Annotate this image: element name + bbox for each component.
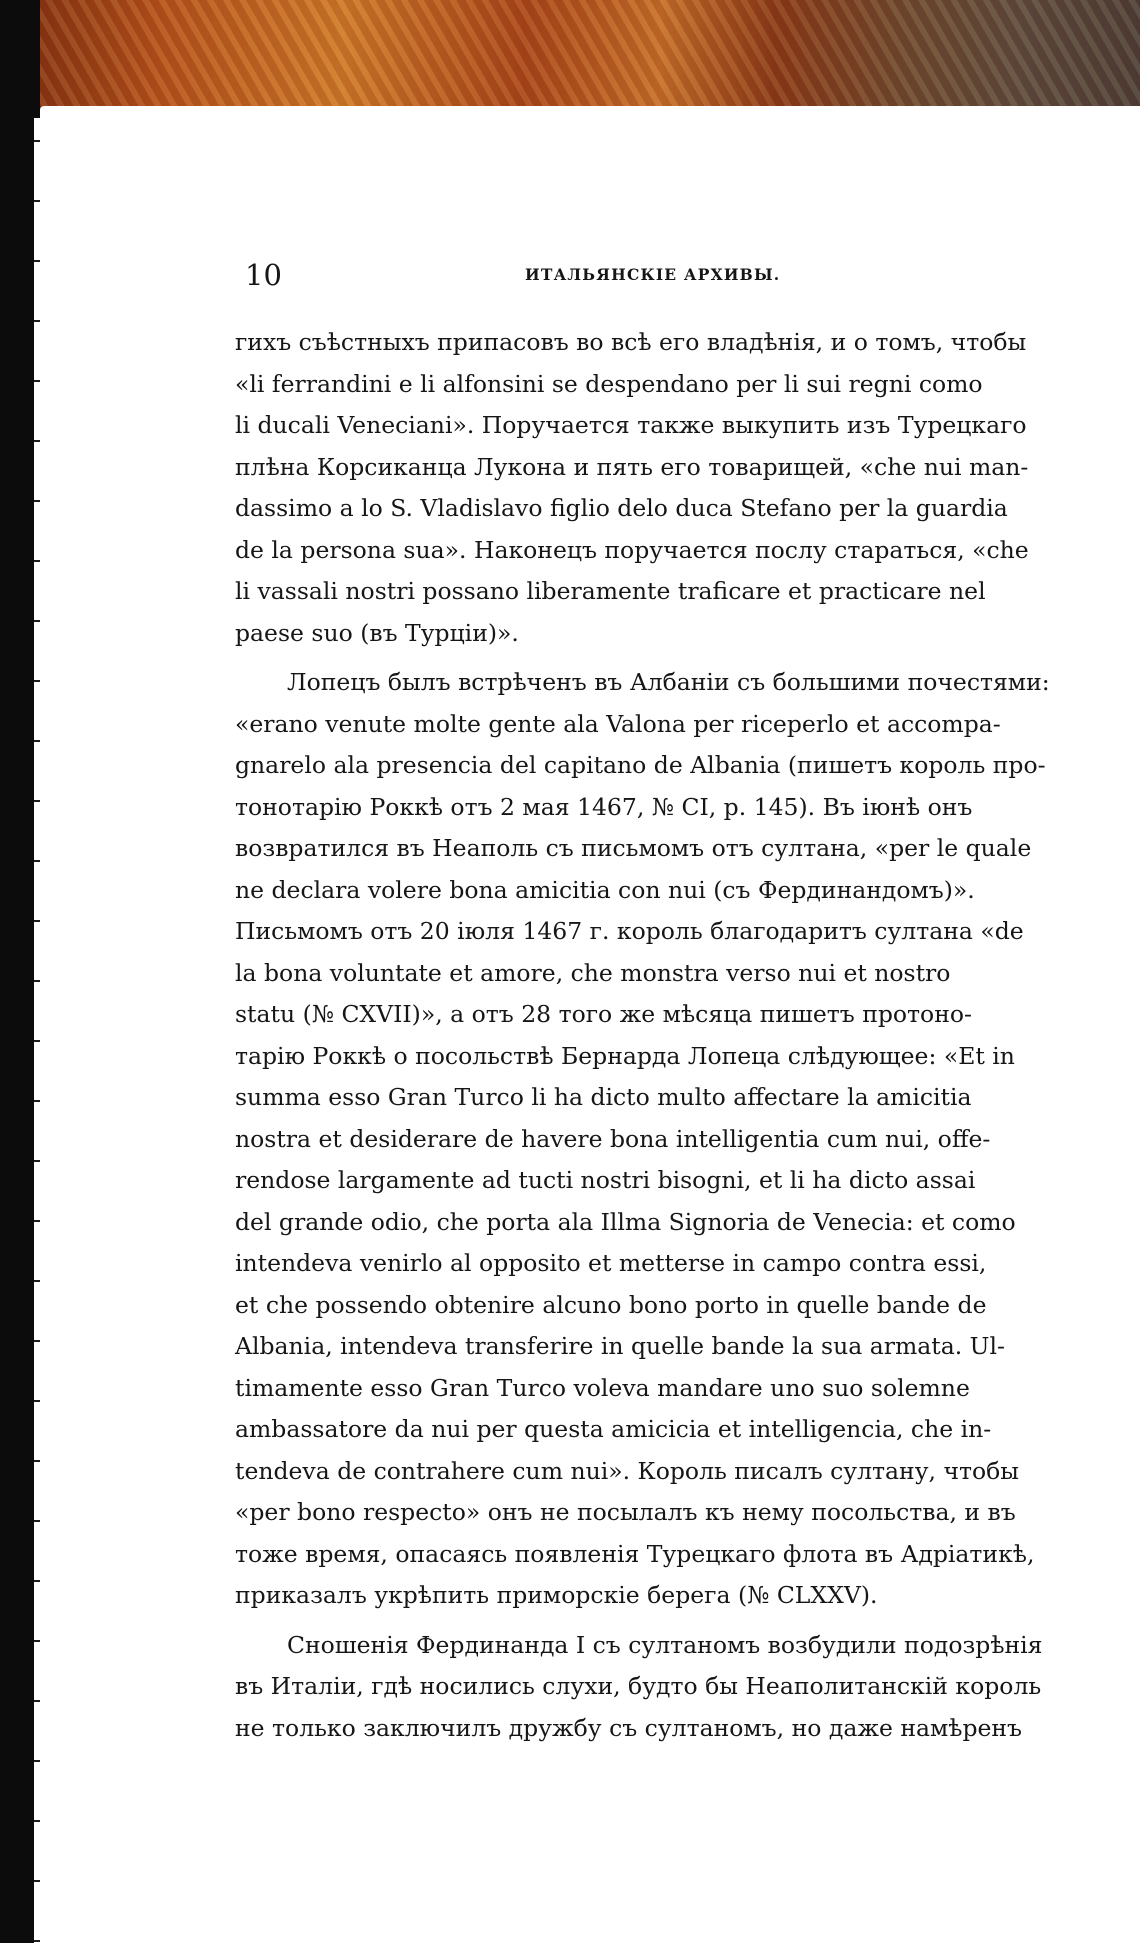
text-line: возвратился въ Неаполь съ письмомъ отъ султана, «per le quale [235, 834, 1032, 862]
text-line: nostra et desiderare de havere bona intelligentia cum nui, offe- [235, 1124, 991, 1153]
text-line: dassimo a lo S. Vladislavo figlio delo duca Stefano per la guardia [235, 494, 1008, 522]
text-line: la bona voluntate et amore, che monstra verso nui et nostro [235, 958, 951, 987]
text-line: Albania, intendeva transferire in quelle bande la sua armata. Ul- [235, 1332, 1005, 1360]
text-line: ne declara volere bona amicitia con nui (съ Фердинандомъ)». [235, 875, 975, 904]
text-line: gnarelo ala presencia del capitano de Albania (пишетъ король про- [235, 751, 1046, 779]
text-line: tendeva de contrahere cum nui». Король писалъ султану, чтобы [235, 1456, 1020, 1485]
text-line: въ Италіи, гдѣ носились слухи, будто бы Неаполитанскій король [235, 1672, 1042, 1700]
text-line: statu (№ CXVII)», а отъ 28 того же мѣсяца пишетъ протоно- [235, 1000, 972, 1028]
text-line: del grande odio, che porta ala Illma Signoria de Venecia: et como [235, 1207, 1016, 1236]
text-line: тоже время, опасаясь появленія Турецкаго флота въ Адріатикѣ, [235, 1539, 1035, 1568]
text-line: «per bono respecto» онъ не посылалъ къ нему посольства, и въ [235, 1498, 1016, 1526]
page-number: 10 [245, 258, 282, 292]
text-line: rendose largamente ad tucti nostri bisogni, et li ha dicto assai [235, 1166, 976, 1194]
text-line: Лопецъ былъ встрѣченъ въ Албаніи съ большими почестями: [287, 668, 1050, 696]
text-line: et che possendo obtenire alcuno bono porto in quelle bande de [235, 1290, 987, 1319]
paragraph [235, 1625, 1095, 1750]
text-line: li ducali Veneciani». Поручается также выкупить изъ Турецкаго [235, 411, 1027, 439]
page-header [245, 255, 885, 295]
text-line: Письмомъ отъ 20 іюля 1467 г. король благодаритъ султана «de [235, 917, 1024, 945]
paragraph [235, 662, 1095, 1617]
text-line: intendeva venirlo al opposito et metterse in campo contra essi, [235, 1249, 987, 1277]
text-line: плѣна Корсиканца Лукона и пять его товарищей, «che nui man- [235, 452, 1029, 481]
text-line: Сношенія Фердинанда I съ султаномъ возбудили подозрѣнія [287, 1630, 1043, 1659]
text-line: тарію Роккѣ о посольствѣ Бернарда Лопеца слѣдующее: «Et in [235, 1041, 1015, 1070]
text-line: paese suo (въ Турціи)». [235, 618, 519, 647]
text-line: timamente esso Gran Turco voleva mandare uno suo solemne [235, 1373, 970, 1402]
text-line: «erano venute molte gente ala Valona per riceperlo et accompa- [235, 709, 1001, 738]
text-line: тонотарію Роккѣ отъ 2 мая 1467, № CI, p. 145). Въ іюнѣ онъ [235, 792, 973, 821]
text-line: li vassali nostri possano liberamente traficare et practicare nel [235, 577, 986, 605]
paragraph [235, 322, 1095, 654]
text-line: приказалъ укрѣпить приморскіе берега (№ CLXXV). [235, 1581, 878, 1609]
running-title: ИТАЛЬЯНСКІЕ АРХИВЫ. [525, 265, 781, 284]
text-line: ambassatore da nui per questa amicicia et intelligencia, che in- [235, 1415, 992, 1443]
text-line: не только заключилъ дружбу съ султаномъ, но даже намѣренъ [235, 1713, 1023, 1742]
text-line: summa esso Gran Turco li ha dicto multo affectare la amicitia [235, 1083, 972, 1111]
body-text [235, 322, 1095, 1749]
text-line: de la persona sua». Наконецъ поручается послу стараться, «che [235, 535, 1029, 564]
scan-left-border [0, 0, 40, 1943]
text-line: гихъ съѣстныхъ припасовъ во всѣ его владѣнія, и о томъ, чтобы [235, 328, 1027, 356]
text-line: «li ferrandini e li alfonsini se despendano per li sui regni como [235, 369, 983, 398]
book-cover-edge [0, 0, 1140, 118]
